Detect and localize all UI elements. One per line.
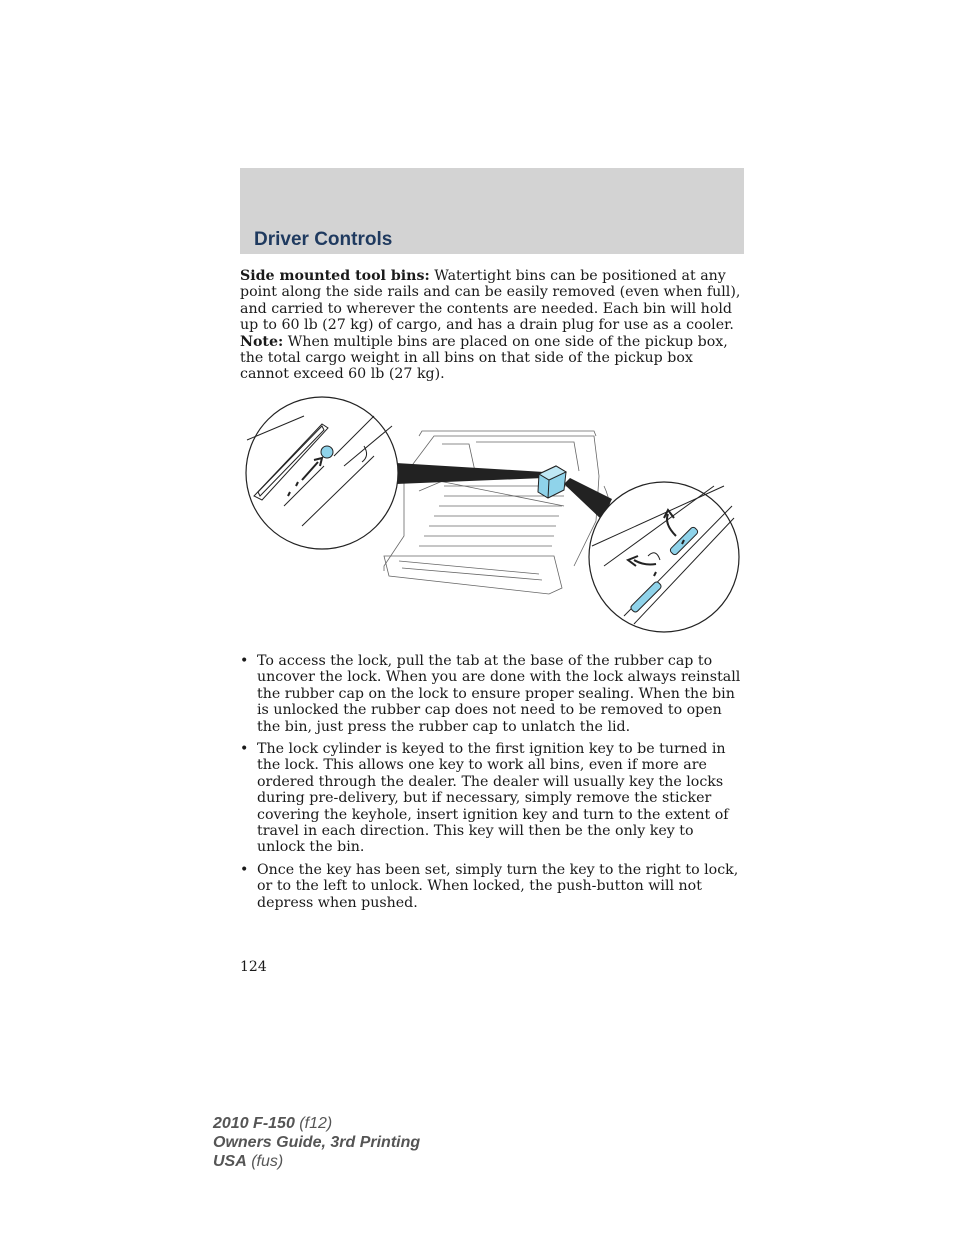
bullet-text: To access the lock, pull the tab at the base of the rubber cap to uncover the lock. When you are done with the lock always reinstall the rubber cap on the lock to ensure proper sealing. When the bin is unlocked the rubber cap does not need to be removed to open the bin, just press the rubber cap to unlatch the lid.: [257, 653, 741, 735]
bullet-text: Once the key has been set, simply turn the key to the right to lock, or to the left to unlock. When locked, the push-button will not depress when pushed.: [257, 861, 739, 911]
bullet-list: [240, 653, 744, 917]
footer-model-code: (f12): [294, 1115, 333, 1132]
footer-region-code: (fus): [246, 1153, 284, 1170]
tool-bin-illustration: [244, 396, 742, 636]
intro-text-1: Watertight bins can be positioned at any point along the side rails and can be easily removed (even when full), and carried to wherever the contents are needed. Each bin will hold up to 60 lb (27 kg) of cargo, and has a drain plug for use as a cooler.: [240, 268, 741, 334]
footer-guide: Owners Guide, 3rd Printing: [213, 1134, 421, 1151]
section-header-band: [240, 168, 744, 254]
intro-paragraph: [240, 268, 744, 383]
pickup-box-drawing: [384, 431, 612, 594]
section-title: Driver Controls: [254, 229, 393, 250]
intro-lead: Side mounted tool bins:: [240, 268, 430, 284]
lock-detail-circle-left: [246, 397, 398, 549]
intro-text-2: When multiple bins are placed on one side of the pickup box, the total cargo weight in all bins on that side of the pickup box cannot exceed 60 lb (27 kg).: [240, 333, 728, 383]
tool-bin: [538, 466, 566, 498]
bullet-marker: •: [240, 653, 249, 669]
bullet-marker: •: [240, 861, 249, 878]
note-label: Note:: [240, 333, 284, 350]
document-footer: [213, 1114, 420, 1171]
bullet-item: [240, 653, 744, 735]
bullet-marker: •: [240, 741, 249, 758]
leader-wedge-left: [396, 463, 544, 484]
lock-detail-circle-right: [589, 482, 739, 632]
bullet-item: [240, 741, 744, 856]
bullet-item: [240, 862, 744, 911]
page-number: 124: [240, 959, 267, 975]
footer-model: 2010 F-150: [213, 1115, 295, 1132]
footer-region: USA: [213, 1153, 247, 1170]
bullet-text: The lock cylinder is keyed to the first ignition key to be turned in the lock. This allows one key to work all bins, even if more are ordered through the dealer. The dealer will usually key the locks during pre-delivery, but if necessary, simply remove the sticker covering the keyhole, insert ignition key and turn to the extent of travel in each direction. This key will then be the only key to unlock the bin.: [257, 741, 729, 856]
